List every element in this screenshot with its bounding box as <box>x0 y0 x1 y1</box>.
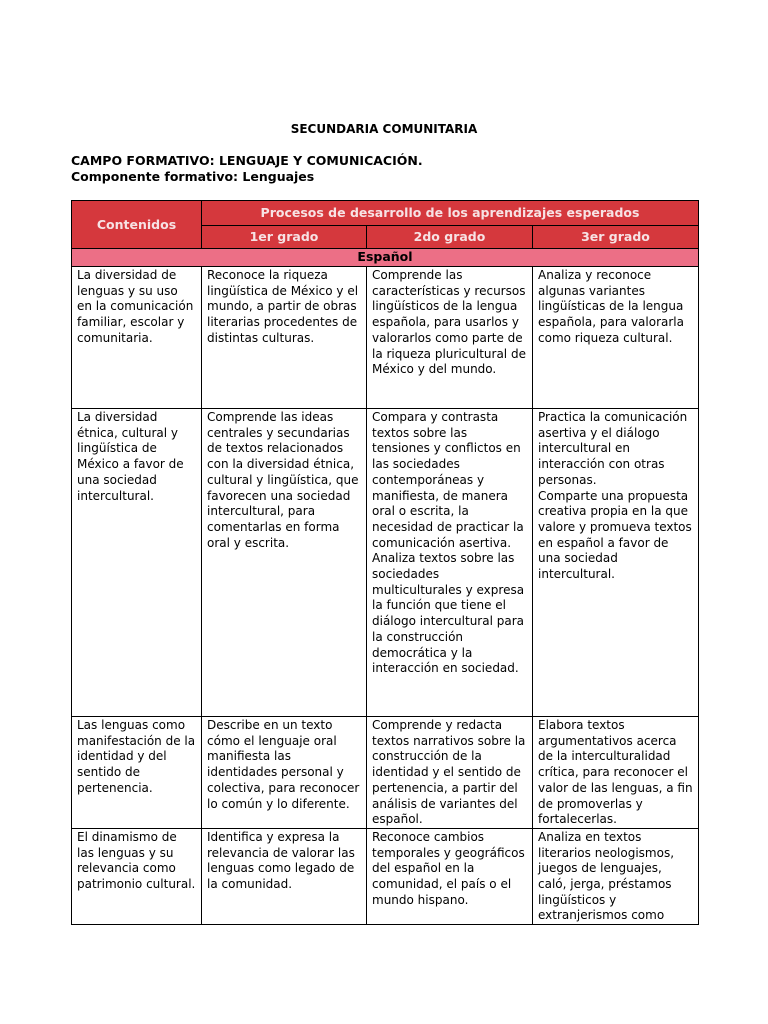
header-grade-1: 1er grado <box>202 226 367 249</box>
cell-grade-1: Identifica y expresa la relevancia de valorar las lenguas como legado de la comunidad. <box>202 828 367 924</box>
table-row <box>72 828 699 924</box>
cell-grade-3: Analiza y reconoce algunas variantes lingüísticas de la lengua española, para valorarla como riqueza cultural. <box>533 267 699 409</box>
cell-grade-1: Reconoce la riqueza lingüística de México y el mundo, a partir de obras literarias procedentes de distintas culturas. <box>202 267 367 409</box>
header-contenidos: Contenidos <box>72 201 202 249</box>
section-header-espanol: Español <box>72 249 699 267</box>
page-title: SECUNDARIA COMUNITARIA <box>290 122 478 136</box>
cell-grade-2: Compara y contrasta textos sobre las tensiones y conflictos en las sociedades contemporáneas y manifiesta, de manera oral o escrita, la necesidad de practicar la comunicación asertiva. Analiza textos sobre las sociedades multiculturales y expresa la función que tiene el diálogo intercultural para la construcción democrática y la interacción en sociedad. <box>367 409 533 717</box>
campo-formativo-heading: CAMPO FORMATIVO: LENGUAJE Y COMUNICACIÓN. <box>71 153 423 168</box>
componente-formativo-heading: Componente formativo: Lenguajes <box>71 169 315 184</box>
cell-contenido: La diversidad étnica, cultural y lingüística de México a favor de una sociedad intercultural. <box>72 409 202 717</box>
cell-grade-1: Describe en un texto cómo el lenguaje oral manifiesta las identidades personal y colectiva, para reconocer lo común y lo diferente. <box>202 717 367 829</box>
cell-grade-2: Comprende y redacta textos narrativos sobre la construcción de la identidad y el sentido de pertenencia, a partir del análisis de variantes del español. <box>367 717 533 829</box>
header-grade-2: 2do grado <box>367 226 533 249</box>
cell-grade-3: Elabora textos argumentativos acerca de la interculturalidad crítica, para reconocer el valor de las lenguas, a fin de promoverlas y fortalecerlas. <box>533 717 699 829</box>
table-row <box>72 267 699 409</box>
cell-grade-3: Analiza en textos literarios neologismos, juegos de lenguajes, caló, jerga, préstamos lingüísticos y extranjerismos como <box>533 828 699 924</box>
header-grade-3: 3er grado <box>533 226 699 249</box>
table-row <box>72 717 699 829</box>
cell-grade-2: Reconoce cambios temporales y geográficos del español en la comunidad, el país o el mundo hispano. <box>367 828 533 924</box>
table-row <box>72 409 699 717</box>
cell-grade-1: Comprende las ideas centrales y secundarias de textos relacionados con la diversidad étnica, cultural y lingüística, que favorecen una sociedad intercultural, para comentarlas en forma oral y escrita. <box>202 409 367 717</box>
cell-contenido: El dinamismo de las lenguas y su relevancia como patrimonio cultural. <box>72 828 202 924</box>
cell-contenido: Las lenguas como manifestación de la identidad y del sentido de pertenencia. <box>72 717 202 829</box>
header-procesos: Procesos de desarrollo de los aprendizajes esperados <box>202 201 699 226</box>
cell-contenido: La diversidad de lenguas y su uso en la comunicación familiar, escolar y comunitaria. <box>72 267 202 409</box>
cell-grade-2: Comprende las características y recursos lingüísticos de la lengua española, para usarlos y valorarlos como parte de la riqueza pluricultural de México y del mundo. <box>367 267 533 409</box>
cell-grade-3: Practica la comunicación asertiva y el diálogo intercultural en interacción con otras personas. Comparte una propuesta creativa propia en la que valore y promueva textos en español a favor de una sociedad intercultural. <box>533 409 699 717</box>
curriculum-table <box>71 200 699 925</box>
